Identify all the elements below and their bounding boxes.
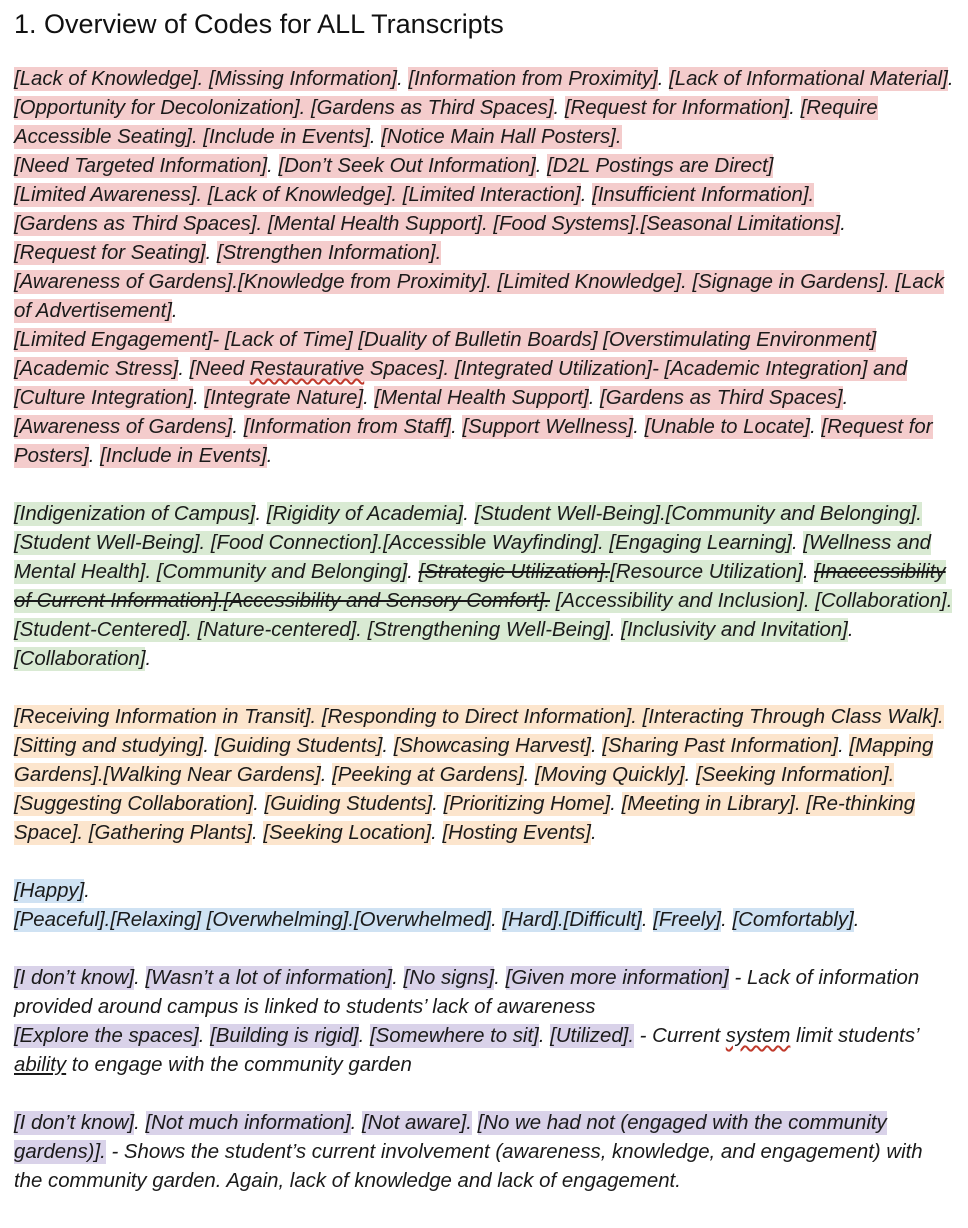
plain-text [472, 1112, 478, 1134]
plain-text: . [266, 445, 273, 467]
plain-text: . [320, 764, 333, 786]
plain-text: . [382, 735, 394, 757]
code-highlight: [Indigenization of Campus] [14, 503, 256, 525]
plain-text: . [535, 155, 548, 177]
code-highlight: [Mental Health Support] [374, 387, 589, 409]
code-highlight: [Opportunity for Decolonization]. [Gardens as Third Spaces] [14, 97, 554, 119]
code-highlight-misspelled: Restaurative [249, 358, 365, 380]
code-highlight: [Gardens as Third Spaces] [600, 387, 843, 409]
plain-text: . [432, 793, 444, 815]
plain-text: . [431, 822, 443, 844]
code-highlight: [Request for Seating] [14, 242, 206, 264]
plain-text: . [610, 793, 622, 815]
code-highlight: [Include in Events] [100, 445, 267, 467]
code-highlight: [Guiding Students] [264, 793, 433, 815]
code-highlight: [Unable to Locate] [644, 416, 811, 438]
code-highlight: [Notice Main Hall Posters]. [381, 126, 622, 148]
plain-text: . [853, 909, 860, 931]
code-highlight: [Sharing Past Information] [602, 735, 839, 757]
plain-text: limit students’ [790, 1025, 919, 1047]
plain-text: . [590, 735, 603, 757]
code-highlight: [Mapping Gardens].[Walking Near Gardens] [14, 735, 934, 786]
code-highlight: [No we had not (engaged with the community gardens)]. [14, 1112, 887, 1163]
plain-text: . [641, 909, 654, 931]
plain-text: . [590, 822, 597, 844]
code-highlight: [Limited Engagement]- [Lack of Time] [Duality of Bulletin Boards] [Overstimulating Environment] [Academic Stress] [14, 329, 877, 380]
code-paragraph-purple2 [14, 1109, 954, 1196]
code-highlight: [Strengthen Information]. [216, 242, 442, 264]
plain-text: . [267, 155, 279, 177]
plain-text: . [363, 387, 375, 409]
code-strikethrough: [Inaccessibility of Current Information].[Accessibility and Sensory Comfort]. [14, 561, 946, 612]
code-highlight: Spaces]. [Integrated Utilization]- [Academic Integration] and [Culture Integration] [14, 358, 908, 409]
code-highlight: [Not much information] [145, 1112, 351, 1134]
code-highlight: [Support Wellness] [462, 416, 634, 438]
code-paragraph-green [14, 500, 954, 674]
plain-text: . [171, 300, 178, 322]
plain-text: . [198, 1025, 211, 1047]
code-highlight: [Seeking Location] [263, 822, 432, 844]
plain-text: - Current [634, 1025, 726, 1047]
code-highlight: [Hard].[Difficult] [502, 909, 642, 931]
plain-text: . [205, 242, 217, 264]
plain-text: . [838, 735, 850, 757]
plain-text: . [392, 967, 404, 989]
code-highlight: [Student Well-Being].[Community and Belonging]. [Student Well-Being]. [Food Connection].[Accessible Wayfinding]. [Engaging Learning] [14, 503, 922, 554]
code-strikethrough: [Strategic Utilization]. [418, 561, 611, 583]
code-highlight: [Accessibility and Inclusion]. [Collaboration]. [Student-Centered]. [Nature-centered]. [Strengthening Well-Being] [14, 590, 953, 641]
plain-text: . [178, 358, 190, 380]
code-highlight: [Happy] [14, 880, 85, 902]
code-highlight: [Rigidity of Academia] [266, 503, 464, 525]
comment-text-misspelled: system [725, 1025, 791, 1047]
code-highlight: [Meeting in Library]. [Re-thinking Space]. [Gathering Plants] [14, 793, 916, 844]
code-paragraph-blue [14, 877, 954, 935]
code-highlight: [Somewhere to sit] [369, 1025, 539, 1047]
code-highlight: [Peaceful].[Relaxing] [Overwhelming].[Overwhelmed] [14, 909, 492, 931]
plain-text: . [842, 387, 849, 409]
plain-text: . [494, 967, 506, 989]
code-highlight: [D2L Postings are Direct] [547, 155, 774, 177]
code-highlight: [Information from Proximity] [408, 68, 658, 90]
code-highlight: [Request for Posters] [14, 416, 933, 467]
code-highlight: [Integrate Nature] [204, 387, 364, 409]
code-paragraph-orange [14, 703, 954, 848]
plain-text: . [203, 735, 215, 757]
plain-text: . [134, 1112, 146, 1134]
code-highlight: [Don’t Seek Out Information] [278, 155, 536, 177]
plain-text: . [255, 503, 267, 525]
plain-text: . [580, 184, 593, 206]
code-highlight: [Given more information] [505, 967, 729, 989]
plain-text: . [451, 416, 463, 438]
plain-text: . [553, 97, 565, 119]
code-highlight: [Lack of Knowledge]. [Missing Information] [14, 68, 398, 90]
code-highlight: [Information from Staff] [243, 416, 452, 438]
code-highlight: [Resource Utilization] [610, 561, 803, 583]
plain-text: . [193, 387, 205, 409]
code-highlight: [Awareness of Gardens] [14, 416, 233, 438]
code-highlight: [Comfortably] [732, 909, 854, 931]
plain-text: . [253, 793, 265, 815]
code-highlight: [Peeking at Gardens] [332, 764, 524, 786]
code-paragraph-red [14, 65, 954, 471]
code-highlight: [Receiving Information in Transit]. [Responding to Direct Information]. [Interacting Through Class Walk]. [Sitting and studying] [14, 706, 944, 757]
plain-text: . [802, 561, 815, 583]
plain-text: . [684, 764, 696, 786]
code-highlight: [Limited Awareness]. [Lack of Knowledge]. [Limited Interaction] [14, 184, 581, 206]
plain-text: . [134, 967, 146, 989]
plain-text: . [84, 880, 90, 902]
code-highlight: [Need Targeted Information] [14, 155, 268, 177]
code-highlight: [Awareness of Gardens].[Knowledge from Proximity]. [Limited Knowledge]. [Signage in Gardens]. [Lack of Advertisement] [14, 271, 945, 322]
code-highlight: [Wellness and Mental Health]. [Community and Belonging] [14, 532, 931, 583]
code-highlight: [Hosting Events] [442, 822, 591, 844]
code-highlight: [No signs] [403, 967, 495, 989]
plain-text: . [358, 1025, 370, 1047]
code-highlight: [Building is rigid] [210, 1025, 359, 1047]
plain-text: - Shows the student’s current involvement (awareness, knowledge, and engagement) with the community garden. Again, lack of knowledge and lack of engagement. [14, 1141, 923, 1192]
plain-text: . [232, 416, 244, 438]
code-highlight: [Explore the spaces] [14, 1025, 199, 1047]
plain-text: . [633, 416, 645, 438]
plain-text: to engage with the community garden [66, 1054, 412, 1076]
plain-text: . [369, 126, 382, 148]
plain-text: . [789, 97, 801, 119]
plain-text: . [840, 213, 846, 235]
code-highlight: [Seeking Information]. [Suggesting Collaboration] [14, 764, 895, 815]
plain-text: - Lack of information provided around campus is linked to students’ lack of awareness [14, 967, 920, 1018]
code-highlight: [Collaboration] [14, 648, 146, 670]
code-highlight: [Need [189, 358, 250, 380]
plain-text: . [609, 619, 622, 641]
code-highlight: [I don’t know] [14, 1112, 135, 1134]
plain-text: . [252, 822, 264, 844]
plain-text: . [523, 764, 536, 786]
plain-text: . [491, 909, 503, 931]
code-highlight: [Not aware]. [361, 1112, 472, 1134]
comment-text-underlined: ability [14, 1054, 67, 1076]
plain-text: . [145, 648, 152, 670]
code-highlight: [Inclusivity and Invitation] [621, 619, 848, 641]
code-highlight: [Request for Information] [564, 97, 790, 119]
code-highlight: [Guiding Students] [214, 735, 383, 757]
code-highlight: [Freely] [653, 909, 722, 931]
code-highlight: [Showcasing Harvest] [393, 735, 591, 757]
plain-text: . [588, 387, 601, 409]
plain-text: . [791, 532, 804, 554]
code-highlight: [Utilized]. [550, 1025, 635, 1047]
plain-text: . [810, 416, 822, 438]
document-body [14, 65, 954, 1196]
plain-text: . [397, 68, 409, 90]
code-highlight: [Insufficient Information]. [592, 184, 815, 206]
plain-text: . [538, 1025, 551, 1047]
code-highlight: [Lack of Informational Material] [669, 68, 948, 90]
code-highlight: [Require Accessible Seating]. [Include in Events] [14, 97, 878, 148]
code-highlight: [Prioritizing Home] [443, 793, 611, 815]
plain-text: . [88, 445, 101, 467]
code-highlight: [I don’t know] [14, 967, 135, 989]
plain-text: . [847, 619, 854, 641]
code-highlight: [Gardens as Third Spaces]. [Mental Health Support]. [Food Systems].[Seasonal Limitations] [14, 213, 841, 235]
page-title: 1. Overview of Codes for ALL Transcripts [14, 9, 504, 39]
plain-text: . [407, 561, 419, 583]
code-highlight: [Wasn’t a lot of information] [145, 967, 393, 989]
plain-text: . [721, 909, 733, 931]
plain-text: . [947, 68, 954, 90]
plain-text: . [657, 68, 670, 90]
code-highlight: [Moving Quickly] [535, 764, 685, 786]
plain-text: . [350, 1112, 362, 1134]
code-paragraph-purple1 [14, 964, 954, 1080]
plain-text: . [463, 503, 475, 525]
